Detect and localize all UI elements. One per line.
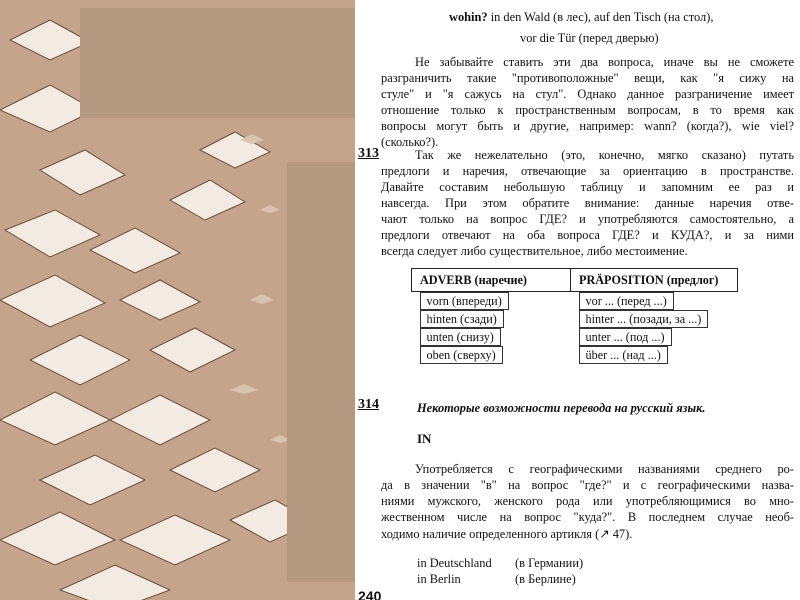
- in-heading: IN: [417, 431, 432, 446]
- preposition-cell: unter ... (под ...): [579, 328, 672, 346]
- section-number-314: 314: [358, 397, 379, 412]
- table-row: [412, 292, 738, 311]
- paragraph-3-line-2: да в значении "в" на вопрос "где?" и с географическими назва-: [381, 478, 794, 492]
- paragraph-1-line-2: разграничить такие "противоположные" вещи, как "я сижу на: [381, 71, 794, 85]
- example-de-deutschland: in Deutschland: [417, 556, 492, 570]
- paragraph-2-line-6: предлоги отвечают на оба вопроса ГДЕ? и КУДА?, и за ними: [381, 228, 794, 242]
- paragraph-3-line-5: ходимо наличие определенного артикля (↗ 47).: [381, 527, 633, 541]
- paragraph-2-line-4: навсегда. При этом обратите внимание: данные наречия отве-: [381, 196, 794, 210]
- table-row: [412, 346, 738, 364]
- document-page: [355, 0, 800, 600]
- table-header-adverb: ADVERB (наречие): [412, 269, 571, 292]
- paragraph-3-line-1: Употребляется с географическими названиями среднего ро-: [415, 462, 794, 476]
- paragraph-2-line-7: всегда следует либо существительное, либо местоимение.: [381, 244, 688, 258]
- paragraph-1-line-6: (сколько?).: [381, 135, 439, 149]
- example-ru-germany: (в Германии): [515, 556, 584, 570]
- paragraph-2-line-2: предлоги и наречия, отвечающие за ориентацию в пространстве.: [381, 164, 794, 178]
- wohin-question: wohin?: [449, 10, 488, 24]
- adverb-preposition-table: [411, 268, 738, 364]
- decorative-background: [0, 0, 355, 600]
- adverb-cell: oben (сверху): [420, 346, 503, 364]
- table-row: [412, 310, 738, 328]
- preposition-cell: über ... (над ...): [579, 346, 668, 364]
- section-number-313: 313: [358, 146, 379, 161]
- paragraph-3-line-3: ниями мужского, женского рода или употребляющимися во мно-: [381, 494, 794, 508]
- section-314-title: Некоторые возможности перевода на русский язык.: [417, 401, 706, 415]
- decorative-panel-top: [80, 8, 355, 118]
- example-de-berlin: in Berlin: [417, 572, 461, 586]
- paragraph-2-line-1: Так же нежелательно (это, конечно, мягко сказано) путать: [415, 148, 794, 162]
- paragraph-1-line-1: Не забывайте ставить эти два вопроса, иначе вы не сможете: [415, 55, 794, 69]
- adverb-cell: hinten (сзади): [420, 310, 504, 328]
- wohin-examples: in den Wald (в лес), auf den Tisch (на стол),: [490, 10, 714, 24]
- table-header-preposition: PRÄPOSITION (предлог): [571, 269, 738, 292]
- paragraph-2-line-3: Давайте составим небольшую таблицу и запомним ее раз и: [381, 180, 794, 194]
- adverb-cell: unten (снизу): [420, 328, 501, 346]
- paragraph-1-line-4: отношение только к пространственным вопросам, в то время как: [381, 103, 794, 117]
- example-line-wohin: [449, 10, 713, 25]
- paragraph-2-line-5: чают только на вопрос ГДЕ? и употребляются самостоятельно, а: [381, 212, 794, 226]
- example-ru-berlin: (в Берлине): [515, 572, 576, 586]
- table-row: [412, 328, 738, 346]
- paragraph-3-line-4: жественном числе на вопрос "куда?". В последнем случае необ-: [381, 510, 794, 524]
- example-line-door: vor die Tür (перед дверью): [520, 31, 659, 45]
- paragraph-1-line-5: вопросы могут быть и другие, например: wann? (когда?), wie viel?: [381, 119, 794, 133]
- preposition-cell: hinter ... (позади, за ...): [579, 310, 709, 328]
- paragraph-1-line-3: стуле" и "я сажусь на стул". Однако данное разграничение имеет: [381, 87, 794, 101]
- preposition-cell: vor ... (перед ...): [579, 292, 674, 310]
- adverb-cell: vorn (впереди): [420, 292, 509, 310]
- decorative-panel-side: [287, 162, 355, 582]
- page-number: 240: [358, 588, 382, 600]
